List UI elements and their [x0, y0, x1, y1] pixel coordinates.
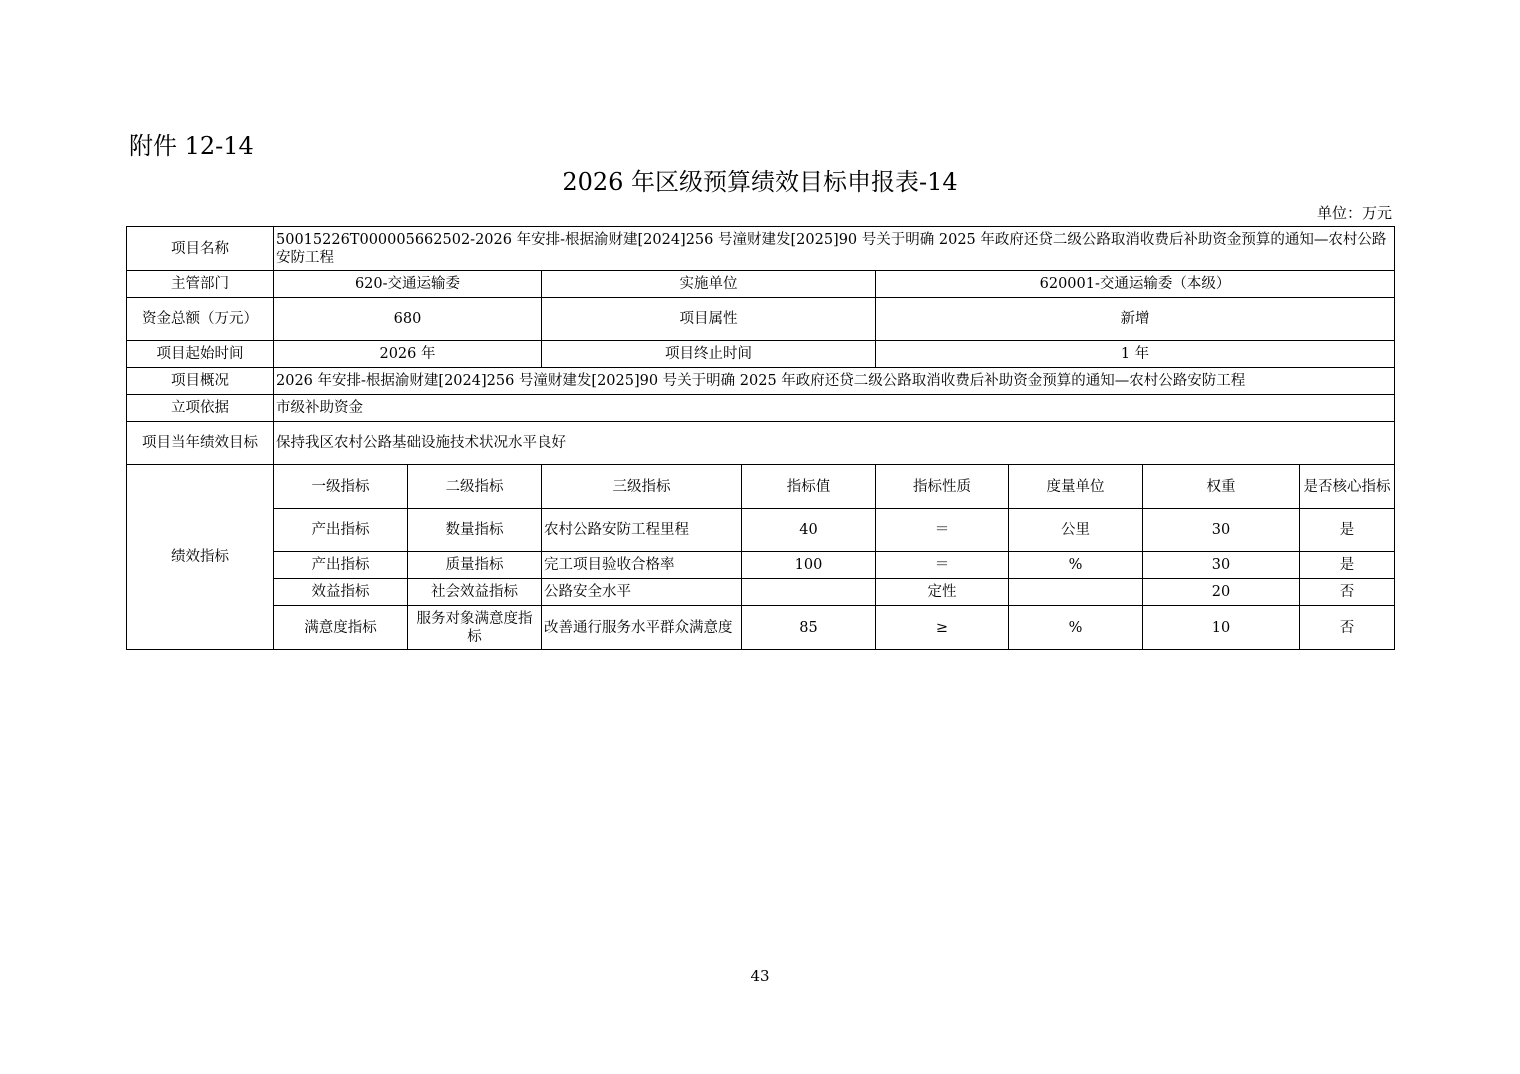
- row-level1: 满意度指标: [274, 606, 408, 650]
- budget-form-table: [126, 226, 1395, 650]
- page-number: 43: [750, 967, 770, 985]
- fund-label: 资金总额（万元）: [127, 298, 274, 341]
- row-overview: [127, 368, 1395, 395]
- row-level3: 农村公路安防工程里程: [542, 509, 742, 552]
- dept-label: 主管部门: [127, 271, 274, 298]
- row-level2: 质量指标: [408, 552, 542, 579]
- project-name-value: 50015226T000005662502-2026 年安排-根据渝财建[2024]256 号潼财建发[2025]90 号关于明确 2025 年政府还贷二级公路取消收费后补助资金预算的通知—农村公路安防工程: [274, 227, 1395, 271]
- row-unit: %: [1009, 606, 1143, 650]
- overview-value: 2026 年安排-根据渝财建[2024]256 号潼财建发[2025]90 号关于明确 2025 年政府还贷二级公路取消收费后补助资金预算的通知—农村公路安防工程: [274, 368, 1395, 395]
- end-label: 项目终止时间: [542, 341, 876, 368]
- row-level1: 产出指标: [274, 509, 408, 552]
- goal-label: 项目当年绩效目标: [127, 422, 274, 465]
- row-core: 是: [1300, 552, 1395, 579]
- row-basis: [127, 395, 1395, 422]
- unit-label: 单位：万元: [1316, 204, 1392, 222]
- row-level1: 产出指标: [274, 552, 408, 579]
- row-level2: 社会效益指标: [408, 579, 542, 606]
- header-level2: 二级指标: [408, 465, 542, 509]
- page-title: 2026 年区级预算绩效目标申报表-14: [562, 168, 958, 196]
- impl-label: 实施单位: [542, 271, 876, 298]
- row-project-name: [127, 227, 1395, 271]
- row-weight: 30: [1143, 509, 1300, 552]
- row-level3: 完工项目验收合格率: [542, 552, 742, 579]
- row-goal: [127, 422, 1395, 465]
- table-row: [127, 552, 1395, 579]
- basis-value: 市级补助资金: [274, 395, 1395, 422]
- row-level3: 公路安全水平: [542, 579, 742, 606]
- row-department: [127, 271, 1395, 298]
- attr-value: 新增: [876, 298, 1395, 341]
- row-value: 40: [742, 509, 876, 552]
- row-nature: ＝: [876, 552, 1009, 579]
- header-weight: 权重: [1143, 465, 1300, 509]
- row-nature: 定性: [876, 579, 1009, 606]
- row-nature: ＝: [876, 509, 1009, 552]
- row-fund: [127, 298, 1395, 341]
- dept-value: 620-交通运输委: [274, 271, 542, 298]
- attachment-label: 附件 12-14: [129, 132, 254, 160]
- attr-label: 项目属性: [542, 298, 876, 341]
- row-period: [127, 341, 1395, 368]
- overview-label: 项目概况: [127, 368, 274, 395]
- header-core: 是否核心指标: [1300, 465, 1395, 509]
- row-core: 否: [1300, 606, 1395, 650]
- row-weight: 10: [1143, 606, 1300, 650]
- row-weight: 30: [1143, 552, 1300, 579]
- header-unit: 度量单位: [1009, 465, 1143, 509]
- header-level1: 一级指标: [274, 465, 408, 509]
- start-label: 项目起始时间: [127, 341, 274, 368]
- fund-value: 680: [274, 298, 542, 341]
- header-value: 指标值: [742, 465, 876, 509]
- project-name-label: 项目名称: [127, 227, 274, 271]
- row-level1: 效益指标: [274, 579, 408, 606]
- row-unit: %: [1009, 552, 1143, 579]
- row-weight: 20: [1143, 579, 1300, 606]
- indicator-header-row: [127, 465, 1395, 509]
- basis-label: 立项依据: [127, 395, 274, 422]
- row-core: 否: [1300, 579, 1395, 606]
- impl-value: 620001-交通运输委（本级）: [876, 271, 1395, 298]
- row-value: 85: [742, 606, 876, 650]
- row-core: 是: [1300, 509, 1395, 552]
- table-row: [127, 606, 1395, 650]
- row-unit: [1009, 579, 1143, 606]
- start-value: 2026 年: [274, 341, 542, 368]
- row-unit: 公里: [1009, 509, 1143, 552]
- header-level3: 三级指标: [542, 465, 742, 509]
- row-level2: 数量指标: [408, 509, 542, 552]
- row-level3: 改善通行服务水平群众满意度: [542, 606, 742, 650]
- row-value: 100: [742, 552, 876, 579]
- indicator-section-label: 绩效指标: [127, 465, 274, 650]
- end-value: 1 年: [876, 341, 1395, 368]
- table-row: [127, 509, 1395, 552]
- goal-value: 保持我区农村公路基础设施技术状况水平良好: [274, 422, 1395, 465]
- row-nature: ≥: [876, 606, 1009, 650]
- row-value: [742, 579, 876, 606]
- table-row: [127, 579, 1395, 606]
- row-level2: 服务对象满意度指标: [408, 606, 542, 650]
- header-nature: 指标性质: [876, 465, 1009, 509]
